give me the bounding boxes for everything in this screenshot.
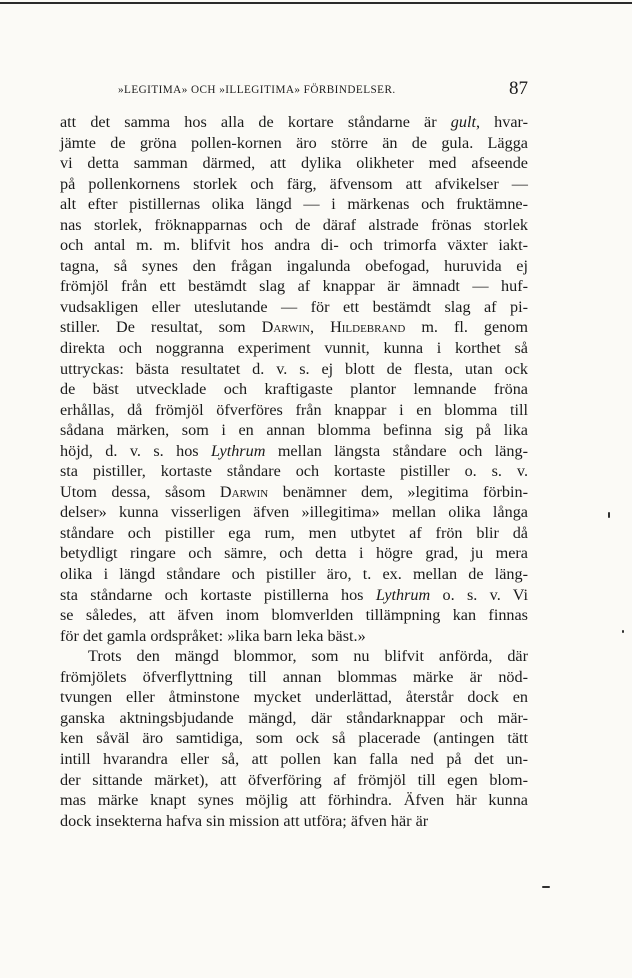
text-line — [60, 297, 528, 318]
text-segment: direkta och noggranna experiment vunnit, kunna i korthet så — [60, 339, 528, 358]
author-name: Hildebrand — [330, 318, 406, 337]
text-line — [60, 482, 528, 503]
text-line — [60, 276, 528, 297]
top-border-rule — [0, 2, 632, 4]
text-line — [60, 235, 528, 256]
text-segment: sta ståndarne och kortaste pistillerna hos — [60, 585, 376, 604]
text-segment: intill hvarandra eller så, att pollen kan falla ned på det un- — [60, 749, 528, 768]
text-line — [60, 256, 528, 277]
text-line — [60, 728, 528, 749]
text-segment: sådana märken, som i en annan blomma befinna sig på lika — [60, 421, 528, 440]
text-line — [60, 770, 528, 791]
text-line — [60, 420, 528, 441]
text-segment: ken såväl äro samtidiga, som ock så placerade (antingen tätt — [60, 729, 528, 748]
text-line — [60, 153, 528, 174]
text-line — [60, 687, 528, 708]
text-line — [60, 790, 528, 811]
text-segment: erhållas, då frömjöl öfverföres från knappar i en blomma till — [60, 400, 528, 419]
text-segment: jämte de gröna pollen-kornen äro större än de gula. Lägga — [60, 133, 528, 152]
text-line — [60, 338, 528, 359]
text-segment: der sittande märket), att öfverföring af frömjöl till egen blom- — [60, 770, 528, 789]
margin-speck — [622, 630, 624, 633]
text-segment: frömjölets öfverflyttning till annan blommas märke är nöd- — [60, 667, 528, 686]
text-line — [60, 461, 528, 482]
text-segment: dock insekterna hafva sin mission att utföra; äfven här är — [60, 811, 429, 830]
text-line — [60, 317, 528, 338]
text-segment: mellan längsta ståndare och läng- — [265, 441, 528, 460]
text-segment: på pollenkornens storlek och färg, äfvensom att afvikelser — — [60, 174, 528, 193]
text-line — [60, 194, 528, 215]
text-line — [60, 379, 528, 400]
text-segment: ganska aktningsbjudande mängd, där ståndarknappar och mär- — [60, 708, 528, 727]
text-segment: benämner dem, »legitima förbin- — [268, 482, 528, 501]
text-line — [60, 215, 528, 236]
text-line — [60, 441, 528, 462]
text-line — [60, 626, 528, 647]
body-text — [60, 112, 528, 831]
text-segment: o. s. v. Vi — [430, 585, 529, 604]
text-line — [60, 112, 528, 133]
text-line — [60, 400, 528, 421]
text-segment: höjd, d. v. s. hos — [60, 441, 212, 460]
text-segment: ståndare och pistiller ega rum, men utbytet af frön blir då — [60, 523, 528, 542]
text-segment: och antal m. m. blifvit hos andra di- och trimorfa växter iakt- — [60, 236, 528, 255]
text-line — [60, 174, 528, 195]
text-segment: Utom dessa, såsom — [60, 482, 220, 501]
italic-term: gult — [450, 113, 476, 131]
text-segment: se således, att äfven inom blomverlden tillämpning kan finnas — [60, 606, 528, 625]
text-line — [60, 523, 528, 544]
text-segment: uttryckas: bästa resultatet d. v. s. ej blott de flesta, utan ock — [60, 359, 528, 378]
text-segment: alt efter pistillernas olika längd — i märkenas och fruktämne- — [60, 195, 528, 214]
text-line — [60, 133, 528, 154]
italic-term: Lythrum — [211, 441, 266, 460]
text-segment: frömjöl från ett bestämdt slag af knappar är ämnadt — huf- — [60, 277, 528, 296]
text-line — [60, 502, 528, 523]
text-segment: olika i längd ståndare och pistiller äro, t. ex. mellan de läng- — [60, 565, 528, 584]
text-line — [60, 605, 528, 626]
running-head: »LEGITIMA» OCH »ILLEGITIMA» FÖRBINDELSER. — [118, 84, 396, 96]
text-segment: att det samma hos alla de kortare ståndarne är — [60, 113, 451, 131]
italic-term: Lythrum — [375, 585, 431, 604]
text-line — [60, 564, 528, 585]
text-segment: delser» kunna visserligen äfven »illegitima» mellan olika långa — [60, 503, 528, 522]
text-segment: , hvar- — [475, 113, 528, 131]
text-segment: mas märke knapt synes möjlig att förhindra. Äfven här kunna — [60, 791, 528, 810]
text-line — [60, 359, 528, 380]
author-name: Darwin — [261, 318, 310, 337]
text-line — [60, 543, 528, 564]
text-segment: nas storlek, fröknapparnas och de däraf alstrade frönas storlek — [60, 215, 528, 234]
paragraph — [60, 112, 528, 646]
text-segment: betydligt ringare och sämre, och detta i högre grad, ju mera — [60, 544, 528, 563]
text-segment: tagna, så synes den frågan ingalunda obefogad, huruvida ej — [60, 256, 528, 275]
text-segment: stiller. De resultat, som — [60, 318, 262, 337]
text-segment: tvungen eller åtminstone mycket underlättad, återstår dock en — [60, 688, 528, 707]
margin-speck — [542, 886, 550, 888]
text-line — [60, 749, 528, 770]
page-header — [60, 78, 528, 104]
text-segment: Trots den mängd blommor, som nu blifvit anförda, där — [88, 647, 528, 666]
paragraph — [60, 646, 528, 831]
text-segment: , — [310, 318, 331, 337]
text-line — [60, 708, 528, 729]
text-line — [60, 585, 528, 606]
margin-speck — [608, 512, 610, 518]
text-segment: för det gamla ordspråket: »lika barn leka bäst.» — [60, 626, 366, 645]
text-line — [60, 646, 528, 667]
text-segment: de bäst utvecklade och kraftigaste plantor lemnande fröna — [60, 380, 528, 399]
text-segment: sta pistiller, kortaste ståndare och kortaste pistiller o. s. v. — [60, 462, 528, 481]
page-number: 87 — [509, 78, 528, 99]
text-segment: vi detta samman därmed, att dylika olikheter med afseende — [60, 154, 528, 173]
text-line — [60, 667, 528, 688]
author-name: Darwin — [219, 482, 269, 501]
text-segment: vudsakligen eller uteslutande — för ett bestämdt slag af pi- — [60, 297, 528, 316]
text-line — [60, 811, 528, 832]
book-page — [60, 78, 528, 831]
text-segment: m. fl. genom — [405, 318, 528, 337]
